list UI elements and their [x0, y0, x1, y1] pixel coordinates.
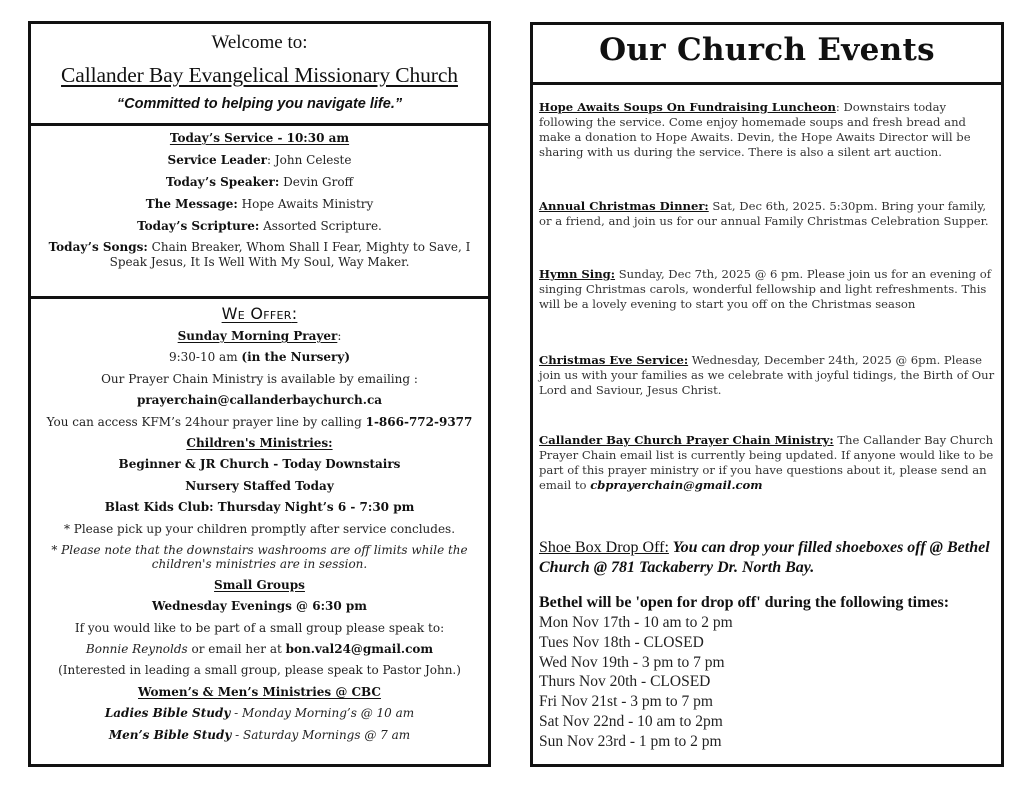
- small-groups-text: If you would like to be part of a small group please speak to:: [74, 620, 445, 635]
- shoebox-time: Tues Nov 18th - CLOSED: [539, 633, 704, 651]
- contact-mid-text: or email her at: [187, 642, 286, 657]
- prayer-chain-email-link[interactable]: prayerchain@callanderbaychurch.ca: [136, 393, 383, 408]
- service-leader-value: : John Celeste: [267, 153, 352, 167]
- we-offer-title-colon: :: [291, 304, 298, 323]
- we-offer-section: [31, 299, 488, 764]
- event-item: [539, 353, 995, 398]
- event-item: [539, 433, 995, 493]
- service-songs-value: Chain Breaker, Whom Shall I Fear, Mighty to Save, I Speak Jesus, It Is Well With My Soul, Way Maker.: [109, 240, 471, 269]
- event-body: Downstairs today following the service. Come enjoy homemade soups and fresh bread and make a donation to Hope Awaits. Devin, the Hope Awaits Director will be sharing with us during the service. There is also a silent art auction.: [539, 100, 971, 159]
- service-message-value: Hope Awaits Ministry: [237, 197, 374, 211]
- shoebox-time: Thurs Nov 20th - CLOSED: [539, 673, 711, 691]
- event-item: [539, 100, 995, 160]
- shoebox-time: Mon Nov 17th - 10 am to 2 pm: [539, 614, 733, 631]
- welcome-intro: Welcome to:: [211, 32, 308, 53]
- contact-name: Bonnie Reynolds: [85, 642, 188, 657]
- children-item: Nursery Staffed Today: [185, 478, 334, 493]
- we-offer-title-text: We Offer: [221, 304, 292, 323]
- prayer-location: (in the Nursery): [241, 350, 351, 365]
- service-speaker-value: Devin Groff: [279, 175, 354, 189]
- leading-group-text: (Interested in leading a small group, please speak to Pastor John.): [58, 663, 461, 678]
- shoebox-dropoff: [539, 538, 995, 752]
- service-heading: Today’s Service - 10:30 am: [169, 131, 350, 145]
- children-item: Beginner & JR Church - Today Downstairs: [118, 457, 401, 472]
- service-leader: [39, 153, 480, 167]
- church-tagline: “Committed to helping you navigate life.”: [116, 96, 403, 112]
- event-title: Christmas Eve Service:: [539, 353, 689, 367]
- shoebox-title: Shoe Box Drop Off:: [539, 539, 669, 556]
- events-header: [533, 25, 1001, 82]
- kfm-phone-link[interactable]: 1-866-772-9377: [365, 414, 473, 429]
- shoebox-heading: [539, 538, 995, 578]
- service-speaker: [39, 175, 480, 189]
- we-offer-title: [31, 304, 488, 323]
- contact-email-link[interactable]: bon.val24@gmail.com: [285, 642, 434, 657]
- event-title: Hope Awaits Soups On Fundraising Luncheon: [539, 100, 836, 114]
- ladies-bible-study: [39, 706, 480, 720]
- service-leader-label: Service Leader: [167, 153, 267, 167]
- service-songs-label: Today’s Songs:: [48, 240, 148, 254]
- bulletin-right-panel: [530, 22, 1004, 767]
- prayer-chain-email-link[interactable]: cbprayerchain@gmail.com: [590, 478, 763, 492]
- shoebox-time: Sun Nov 23rd - 1 pm to 2 pm: [539, 732, 722, 750]
- shoebox-time: Sat Nov 22nd - 10 am to 2pm: [539, 712, 723, 730]
- mens-bible-study-time: - Saturday Mornings @ 7 am: [231, 727, 411, 742]
- washroom-note: * Please note that the downstairs washrooms are off limits while the children's ministries are in session.: [51, 542, 468, 571]
- service-songs: [39, 240, 480, 270]
- service-scripture: [39, 219, 480, 233]
- prayer-heading-colon: :: [337, 329, 342, 343]
- mens-bible-study-label: Men’s Bible Study: [108, 727, 232, 742]
- childrens-ministries-heading: Children's Ministries:: [186, 435, 333, 450]
- shoebox-open-heading: Bethel will be 'open for drop off' during the following times:: [539, 594, 950, 611]
- prayer-chain-text: Our Prayer Chain Ministry is available by emailing :: [101, 371, 418, 386]
- bulletin-left-panel: [28, 21, 491, 767]
- service-message-label: The Message:: [145, 197, 238, 211]
- event-title: Callander Bay Church Prayer Chain Ministry:: [539, 433, 834, 447]
- prayer-heading: [39, 329, 480, 343]
- kfm-text: You can access KFM’s 24hour prayer line by calling: [46, 414, 366, 429]
- event-sep: :: [835, 100, 844, 114]
- mens-bible-study: [39, 728, 480, 742]
- prayer-time-text: 9:30-10 am: [168, 350, 242, 365]
- event-body: Sat, Dec 6th, 2025. 5:30pm. Bring your family, or a friend, and join us for our annual Family Christmas Celebration Supper.: [539, 199, 989, 228]
- shoebox-time-list: [539, 613, 995, 752]
- event-title: Annual Christmas Dinner:: [539, 199, 709, 213]
- service-message: [39, 197, 480, 211]
- ministries-heading: Women’s & Men’s Ministries @ CBC: [138, 684, 381, 699]
- service-scripture-value: Assorted Scripture.: [259, 219, 382, 233]
- service-scripture-label: Today’s Scripture:: [137, 219, 260, 233]
- todays-service-section: [31, 126, 488, 296]
- welcome-section: [31, 24, 488, 123]
- children-item: Blast Kids Club: Thursday Night’s 6 - 7:30 pm: [104, 500, 415, 515]
- prayer-heading-text: Sunday Morning Prayer: [177, 329, 338, 343]
- ladies-bible-study-label: Ladies Bible Study: [104, 706, 231, 721]
- ladies-bible-study-time: - Monday Morning’s @ 10 am: [230, 706, 415, 721]
- event-body: Sunday, Dec 7th, 2025 @ 6 pm. Please join us for an evening of singing Christmas carols, wonderful fellowship and light refreshments. This will be a lovely evening to start you off on the Christmas season: [539, 267, 992, 311]
- events-list: [533, 85, 1001, 764]
- events-title: Our Church Events: [599, 32, 935, 68]
- event-body: Wednesday, December 24th, 2025 @ 6pm. Please join us with your families as we celebrate with joyful tidings, the Birth of Our Lord and Saviour, Jesus Christ.: [539, 353, 995, 397]
- pickup-note: * Please pick up your children promptly after service concludes.: [63, 521, 456, 536]
- shoebox-time: Fri Nov 21st - 3 pm to 7 pm: [539, 693, 713, 711]
- small-groups-contact: [39, 642, 480, 656]
- church-name: Callander Bay Evangelical Missionary Church: [61, 63, 458, 87]
- kfm-prayer-line: [39, 415, 480, 429]
- small-groups-heading: Small Groups: [214, 577, 305, 592]
- service-speaker-label: Today’s Speaker:: [165, 175, 280, 189]
- prayer-time: [39, 350, 480, 364]
- event-item: [539, 199, 995, 229]
- event-body: The Callander Bay Church Prayer Chain email list is currently being updated. If anyone would like to be part of this prayer ministry or if you have questions about it, please send an email to: [539, 433, 994, 492]
- shoebox-time: Wed Nov 19th - 3 pm to 7 pm: [539, 653, 725, 671]
- event-title: Hymn Sing:: [539, 267, 616, 281]
- event-item: [539, 267, 995, 312]
- small-groups-time: Wednesday Evenings @ 6:30 pm: [152, 599, 367, 614]
- shoebox-details: You can drop your filled shoeboxes off @ Bethel Church @ 781 Tackaberry Dr. North Bay.: [539, 539, 990, 576]
